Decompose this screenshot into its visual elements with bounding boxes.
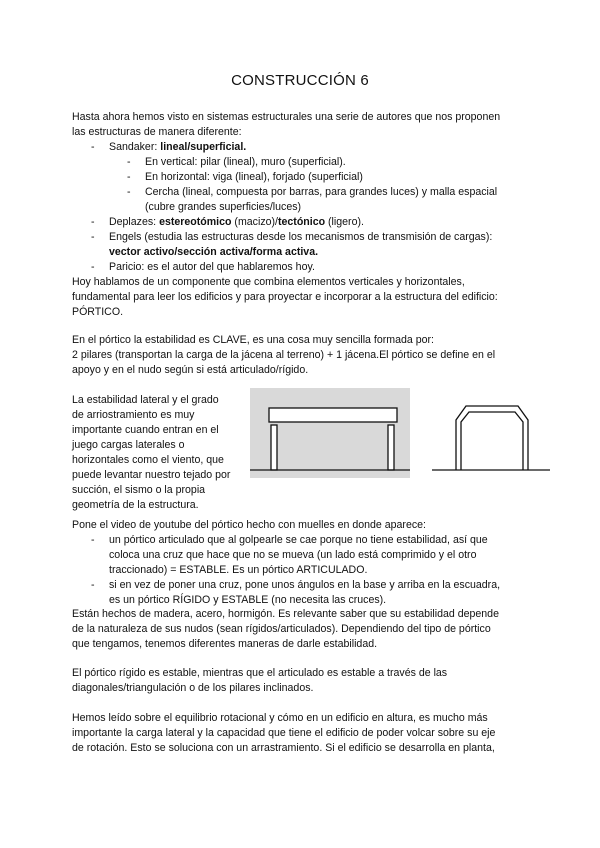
list-item-deplazes (109, 215, 364, 230)
portico-line-2: fundamental para leer los edificios y para proyectar e incorporar a la estructura del edificio: (72, 291, 498, 303)
equilibrio-line-2: importante la carga lateral y la capacidad que tiene el edificio de poder volcar sobre su eje (72, 727, 496, 739)
list-item-engels-bold: vector activo/sección activa/forma activa. (109, 246, 319, 258)
sublist-item-vertical: En vertical: pilar (lineal), muro (superficial). (145, 156, 346, 168)
sublist-item-horizontal: En horizontal: viga (lineal), forjado (superficial) (145, 171, 363, 183)
right-pillar (388, 425, 394, 470)
sandaker-bold: lineal/superficial. (160, 141, 247, 153)
deplazes-mid-2: (ligero). (325, 216, 364, 228)
lateral-line: de arriostramiento es muy (72, 409, 195, 421)
materiales-line-2: de la naturaleza de sus nudos (sean rígidos/articulados). Dependiendo del tipo de pórtico (72, 623, 491, 635)
materiales-line-3: que tengamos, tenemos diferentes maneras de darle estabilidad. (72, 638, 378, 650)
list-item-engels: Engels (estudia las estructuras desde los mecanismos de transmisión de cargas): (109, 231, 493, 243)
sublist-dash: - (127, 171, 131, 183)
list-dash: - (91, 579, 95, 591)
estabilidad-line-2: 2 pilares (transportan la carga de la jácena al terreno) + 1 jácena.El pórtico se define en el (72, 349, 496, 361)
video-item-1-line-3: traccionado) = ESTABLE. Es un pórtico ARTICULADO. (109, 564, 368, 576)
portico-line-1: Hoy hablamos de un componente que combina elementos verticales y horizontales, (72, 276, 465, 288)
beam (269, 408, 397, 422)
sandaker-prefix: Sandaker: (109, 141, 161, 153)
deplazes-mid-1: (macizo)/ (231, 216, 278, 228)
estabilidad-line-3: apoyo y en el nudo según si está articulado/rígido. (72, 364, 309, 376)
list-item-paricio: Paricio: es el autor del que hablaremos hoy. (109, 261, 315, 273)
equilibrio-line-1: Hemos leído sobre el equilibrio rotacional y cómo en un edificio en altura, es mucho más (72, 712, 488, 724)
lateral-line: importante cuando entran en el (72, 424, 219, 436)
deplazes-bold-2: tectónico (277, 216, 326, 228)
deplazes-prefix: Deplazes: (109, 216, 160, 228)
rigido-line-2: diagonales/triangulación o de los pilares inclinados. (72, 682, 314, 694)
estabilidad-line-1: En el pórtico la estabilidad es CLAVE, es una cosa muy sencilla formada por: (72, 334, 434, 346)
page-title: CONSTRUCCIÓN 6 (231, 72, 369, 89)
sublist-item-cercha-2: (cubre grandes superficies/luces) (145, 201, 302, 213)
left-pillar (271, 425, 277, 470)
sublist-dash: - (127, 156, 131, 168)
list-dash: - (91, 261, 95, 273)
list-dash: - (91, 216, 95, 228)
list-dash: - (91, 231, 95, 243)
materiales-line-1: Están hechos de madera, acero, hormigón. Es relevante saber que su estabilidad depende (72, 608, 499, 620)
portico-rigido-figure (432, 398, 550, 474)
list-item-sandaker (109, 140, 246, 155)
sublist-item-cercha-1: Cercha (lineal, compuesta por barras, para grandes luces) y malla espacial (145, 186, 498, 198)
intro-line-1: Hasta ahora hemos visto en sistemas estructurales una serie de autores que nos proponen (72, 111, 501, 123)
deplazes-bold-1: estereotómico (159, 216, 232, 228)
video-item-2-line-1: si en vez de poner una cruz, pone unos ángulos en la base y arriba en la escuadra, (109, 579, 501, 591)
lateral-line: succión, el sismo o la propia (72, 484, 206, 496)
rigid-frame-inner (461, 412, 523, 470)
lateral-line: puede levantar nuestro tejado por (72, 469, 231, 481)
portico-line-3: PÓRTICO. (72, 306, 124, 318)
video-item-1-line-2: coloca una cruz que hace que no se mueva (un lado está comprimido y el otro (109, 549, 477, 561)
rigido-line-1: El pórtico rígido es estable, mientras que el articulado es estable a través de las (72, 667, 448, 679)
lateral-line: horizontales como el viento, que (72, 454, 224, 466)
lateral-line: La estabilidad lateral y el grado (72, 394, 219, 406)
lateral-line: geometría de la estructura. (72, 499, 199, 511)
lateral-line: juego cargas laterales o (72, 439, 185, 451)
portico-articulado-figure (250, 388, 410, 478)
intro-line-2: las estructuras de manera diferente: (72, 126, 242, 138)
list-dash: - (91, 141, 95, 153)
equilibrio-line-3: de rotación. Esto se soluciona con un arrastramiento. Si el edificio se desarrolla en planta, (72, 742, 495, 754)
video-item-2-line-2: es un pórtico RÍGIDO y ESTABLE (no necesita las cruces). (109, 594, 387, 606)
sublist-dash: - (127, 186, 131, 198)
list-dash: - (91, 534, 95, 546)
video-intro: Pone el video de youtube del pórtico hecho con muelles en donde aparece: (72, 519, 426, 531)
video-item-1-line-1: un pórtico articulado que al golpearle se cae porque no tiene estabilidad, así que (109, 534, 488, 546)
